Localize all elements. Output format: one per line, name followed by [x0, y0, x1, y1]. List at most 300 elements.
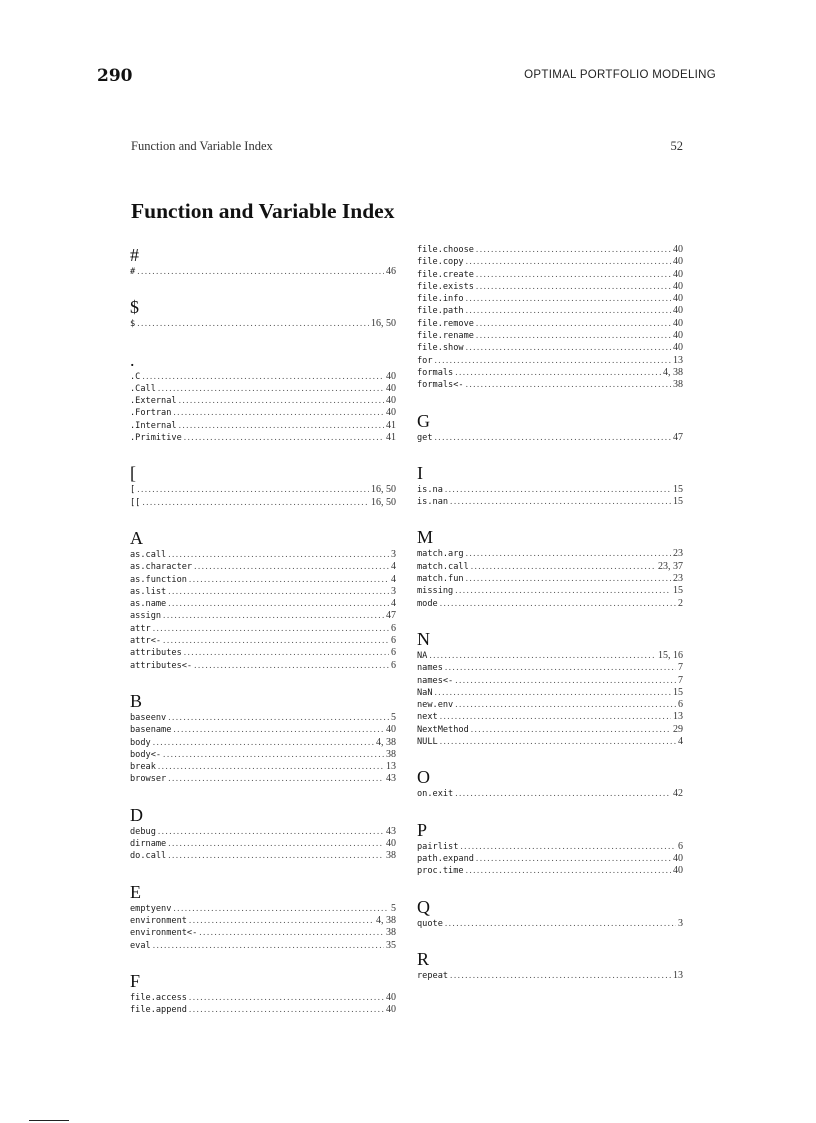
- entry-name: file.access: [130, 992, 187, 1003]
- entry-pages: 43: [386, 825, 396, 837]
- dot-leader: [137, 484, 369, 496]
- index-entry: [417, 650, 683, 662]
- entry-pages: 23: [673, 573, 683, 585]
- entry-name: file.path: [417, 306, 464, 317]
- index-entry: [130, 420, 396, 432]
- dot-leader: [137, 266, 384, 278]
- index-entry: [417, 970, 683, 982]
- index-entry: [130, 850, 396, 862]
- index-entry: [417, 573, 683, 585]
- entry-pages: 46: [386, 266, 396, 277]
- entry-pages: 5: [391, 711, 396, 723]
- entry-name: NULL: [417, 737, 438, 748]
- index-entry: [417, 293, 683, 305]
- dot-leader: [179, 420, 384, 432]
- entry-name: basename: [130, 725, 172, 736]
- dot-leader: [476, 269, 671, 281]
- entry-pages: 4: [391, 598, 396, 610]
- index-entry: [417, 496, 683, 508]
- index-entry: [130, 992, 396, 1004]
- dot-leader: [168, 549, 389, 561]
- entry-pages: 7: [678, 662, 683, 674]
- entry-pages: 23: [673, 548, 683, 560]
- entry-pages: 15, 16: [658, 649, 683, 661]
- index-entry: [417, 244, 683, 256]
- dot-leader: [189, 574, 389, 586]
- dot-leader: [440, 711, 671, 723]
- entry-name: [: [130, 485, 136, 496]
- entry-name: file.exists: [417, 281, 474, 292]
- entry-name: match.fun: [417, 574, 464, 585]
- index-entry: [130, 915, 396, 927]
- entry-pages: 47: [673, 431, 683, 443]
- dot-leader: [435, 687, 671, 699]
- entry-pages: 35: [386, 939, 396, 951]
- index-entry: [130, 561, 396, 573]
- index-entry: [130, 586, 396, 598]
- dot-leader: [455, 788, 671, 800]
- entry-pages: 6: [391, 622, 396, 634]
- entry-pages: 6: [391, 635, 396, 647]
- entry-name: $: [130, 319, 136, 330]
- dot-leader: [445, 484, 671, 496]
- index-entry: [417, 484, 683, 496]
- dot-leader: [184, 432, 384, 444]
- dot-leader: [168, 838, 384, 850]
- entry-pages: 23, 37: [658, 560, 683, 572]
- dot-leader: [189, 915, 374, 927]
- entry-name: formals: [417, 367, 454, 378]
- entry-pages: 6: [391, 647, 396, 659]
- entry-pages: 47: [386, 610, 396, 622]
- index-entry: [417, 699, 683, 711]
- entry-name: [[: [130, 497, 141, 508]
- entry-name: quote: [417, 918, 443, 929]
- dot-leader: [445, 918, 676, 930]
- entry-name: attributes: [130, 648, 182, 659]
- entry-name: proc.time: [417, 866, 464, 877]
- entry-pages: 41: [386, 419, 396, 431]
- index-letter-heading: #: [130, 245, 139, 265]
- entry-pages: 40: [386, 370, 396, 382]
- entry-pages: 6: [678, 840, 683, 852]
- entry-pages: 13: [673, 711, 683, 723]
- entry-pages: 7: [678, 674, 683, 686]
- entry-pages: 40: [386, 407, 396, 419]
- entry-pages: 40: [673, 305, 683, 317]
- book-title: OPTIMAL PORTFOLIO MODELING: [524, 69, 716, 81]
- dot-leader: [466, 342, 671, 354]
- index-title: Function and Variable Index: [131, 199, 395, 223]
- index-entry: [130, 635, 396, 647]
- index-letter-heading: .: [130, 349, 135, 370]
- dot-leader: [173, 724, 384, 736]
- dot-leader: [435, 432, 671, 444]
- entry-name: file.append: [130, 1005, 187, 1016]
- entry-pages: 42: [673, 788, 683, 800]
- entry-pages: 38: [673, 379, 683, 391]
- entry-name: #: [130, 267, 136, 277]
- inner-header-page: 52: [670, 139, 683, 153]
- entry-pages: 2: [678, 597, 683, 609]
- page-number: 290: [97, 66, 133, 86]
- index-letter-heading: B: [130, 690, 143, 711]
- index-entry: [130, 371, 396, 383]
- entry-name: NaN: [417, 687, 433, 698]
- index-entry: [417, 330, 683, 342]
- index-right-column: [417, 244, 683, 982]
- index-entry: [130, 484, 396, 496]
- entry-pages: 40: [386, 724, 396, 736]
- inner-page-header: [131, 139, 683, 155]
- index-entry: [417, 256, 683, 268]
- entry-name: new.env: [417, 700, 454, 711]
- index-letter-heading: N: [417, 628, 430, 649]
- index-left-column: [130, 244, 396, 1016]
- index-entry: [130, 623, 396, 635]
- entry-pages: 4, 38: [376, 736, 396, 748]
- index-letter-heading: M: [417, 527, 434, 548]
- entry-pages: 40: [673, 852, 683, 864]
- dot-leader: [158, 826, 384, 838]
- entry-name: get: [417, 432, 433, 443]
- entry-name: body<-: [130, 749, 162, 760]
- entry-name: match.call: [417, 561, 469, 572]
- dot-leader: [194, 660, 389, 672]
- dot-leader: [189, 992, 384, 1004]
- entry-name: .Call: [130, 383, 156, 394]
- entry-name: for: [417, 355, 433, 366]
- index-entry: [417, 355, 683, 367]
- dot-leader: [476, 853, 671, 865]
- entry-pages: 15: [673, 686, 683, 698]
- index-letter-heading: D: [130, 804, 143, 825]
- footer-rule: [29, 1120, 69, 1121]
- entry-pages: 40: [386, 395, 396, 407]
- index-entry: [130, 647, 396, 659]
- index-entry: [130, 749, 396, 761]
- dot-leader: [179, 395, 384, 407]
- index-entry: [130, 407, 396, 419]
- entry-pages: 15: [673, 496, 683, 508]
- index-letter-heading: Q: [417, 896, 430, 917]
- dot-leader: [466, 305, 671, 317]
- index-entry: [130, 266, 396, 278]
- dot-leader: [158, 383, 384, 395]
- dot-leader: [476, 330, 671, 342]
- dot-leader: [184, 647, 389, 659]
- entry-pages: 40: [673, 268, 683, 280]
- entry-pages: 6: [678, 699, 683, 711]
- index-entry: [130, 838, 396, 850]
- entry-name: .External: [130, 396, 177, 407]
- dot-leader: [455, 675, 676, 687]
- entry-name: is.na: [417, 484, 443, 495]
- index-entry: [417, 281, 683, 293]
- dot-leader: [429, 650, 656, 662]
- index-entry: [130, 773, 396, 785]
- entry-pages: 38: [386, 927, 396, 939]
- entry-pages: 40: [673, 317, 683, 329]
- entry-name: debug: [130, 826, 156, 837]
- index-entry: [417, 305, 683, 317]
- dot-leader: [460, 841, 676, 853]
- index-entry: [130, 383, 396, 395]
- entry-name: next: [417, 712, 438, 723]
- entry-pages: 40: [673, 865, 683, 877]
- entry-name: assign: [130, 611, 162, 622]
- entry-pages: 40: [673, 293, 683, 305]
- entry-pages: 29: [673, 723, 683, 735]
- entry-name: as.character: [130, 562, 193, 573]
- index-entry: [130, 660, 396, 672]
- entry-name: as.function: [130, 574, 187, 585]
- inner-header-title: Function and Variable Index: [131, 139, 273, 153]
- dot-leader: [142, 497, 369, 509]
- dot-leader: [168, 586, 389, 598]
- entry-name: pairlist: [417, 841, 459, 852]
- entry-pages: 40: [673, 256, 683, 268]
- entry-pages: 13: [673, 354, 683, 366]
- entry-name: baseenv: [130, 712, 167, 723]
- dot-leader: [168, 712, 389, 724]
- index-entry: [130, 940, 396, 952]
- dot-leader: [455, 699, 676, 711]
- entry-pages: 40: [673, 342, 683, 354]
- index-entry: [417, 918, 683, 930]
- index-entry: [417, 853, 683, 865]
- entry-name: mode: [417, 598, 438, 609]
- entry-name: names<-: [417, 675, 454, 686]
- entry-name: file.choose: [417, 245, 474, 255]
- entry-pages: 13: [386, 761, 396, 773]
- dot-leader: [435, 355, 671, 367]
- entry-name: match.arg: [417, 549, 464, 560]
- dot-leader: [142, 371, 384, 383]
- dot-leader: [163, 749, 384, 761]
- dot-leader: [466, 293, 671, 305]
- index-entry: [417, 269, 683, 281]
- index-entry: [417, 711, 683, 723]
- entry-name: as.list: [130, 586, 167, 597]
- dot-leader: [153, 940, 384, 952]
- entry-pages: 3: [678, 917, 683, 929]
- entry-pages: 16, 50: [371, 484, 396, 496]
- dot-leader: [168, 598, 389, 610]
- entry-pages: 38: [386, 748, 396, 760]
- index-entry: [130, 724, 396, 736]
- index-entry: [130, 610, 396, 622]
- dot-leader: [137, 318, 369, 330]
- running-head: [97, 66, 716, 86]
- entry-pages: 3: [391, 585, 396, 597]
- index-entry: [417, 662, 683, 674]
- entry-name: browser: [130, 774, 167, 785]
- index-letter-heading: I: [417, 462, 423, 483]
- entry-pages: 4: [391, 573, 396, 585]
- index-entry: [130, 318, 396, 330]
- index-entry: [130, 761, 396, 773]
- entry-name: .Primitive: [130, 433, 182, 444]
- dot-leader: [168, 850, 384, 862]
- dot-leader: [158, 761, 384, 773]
- index-entry: [130, 497, 396, 509]
- dot-leader: [163, 610, 384, 622]
- dot-leader: [466, 379, 671, 391]
- index-letter-heading: [: [130, 463, 136, 484]
- entry-name: break: [130, 762, 156, 773]
- entry-name: formals<-: [417, 380, 464, 391]
- entry-pages: 3: [391, 548, 396, 560]
- index-entry: [417, 841, 683, 853]
- dot-leader: [440, 736, 676, 748]
- entry-name: on.exit: [417, 789, 454, 800]
- index-entry: [130, 927, 396, 939]
- dot-leader: [189, 1004, 384, 1016]
- entry-name: eval: [130, 940, 151, 951]
- dot-leader: [466, 548, 671, 560]
- index-entry: [417, 379, 683, 391]
- entry-name: is.nan: [417, 497, 449, 508]
- entry-pages: 40: [673, 330, 683, 342]
- index-entry: [417, 687, 683, 699]
- entry-name: body: [130, 737, 151, 748]
- entry-pages: 4: [391, 561, 396, 573]
- dot-leader: [440, 598, 676, 610]
- entry-name: file.info: [417, 294, 464, 305]
- dot-leader: [471, 724, 671, 736]
- entry-pages: 5: [391, 902, 396, 914]
- entry-name: as.call: [130, 549, 167, 560]
- dot-leader: [471, 561, 656, 573]
- index-entry: [130, 903, 396, 915]
- dot-leader: [163, 635, 389, 647]
- entry-name: attr<-: [130, 636, 162, 647]
- entry-pages: 40: [386, 382, 396, 394]
- index-entry: [130, 712, 396, 724]
- index-entry: [417, 865, 683, 877]
- index-entry: [417, 548, 683, 560]
- dot-leader: [173, 903, 389, 915]
- entry-name: attributes<-: [130, 660, 193, 671]
- index-letter-heading: P: [417, 819, 428, 840]
- index-entry: [130, 432, 396, 444]
- entry-name: .C: [130, 371, 141, 382]
- index-letter-heading: O: [417, 767, 430, 788]
- dot-leader: [153, 623, 389, 635]
- dot-leader: [153, 737, 374, 749]
- dot-leader: [194, 561, 389, 573]
- entry-name: NA: [417, 650, 428, 661]
- dot-leader: [466, 573, 671, 585]
- index-entry: [130, 598, 396, 610]
- entry-name: NextMethod: [417, 724, 469, 735]
- entry-pages: 40: [386, 838, 396, 850]
- dot-leader: [476, 244, 671, 256]
- index-letter-heading: A: [130, 527, 143, 548]
- index-entry: [417, 724, 683, 736]
- index-entry: [417, 561, 683, 573]
- dot-leader: [476, 281, 671, 293]
- index-entry: [417, 585, 683, 597]
- entry-pages: 43: [386, 773, 396, 785]
- dot-leader: [199, 927, 384, 939]
- dot-leader: [466, 865, 671, 877]
- entry-name: file.show: [417, 343, 464, 354]
- entry-pages: 4: [678, 736, 683, 748]
- entry-pages: 16, 50: [371, 318, 396, 330]
- index-entry: [417, 598, 683, 610]
- entry-pages: 41: [386, 432, 396, 444]
- index-entry: [130, 395, 396, 407]
- dot-leader: [445, 662, 676, 674]
- index-letter-heading: E: [130, 881, 141, 902]
- dot-leader: [455, 367, 661, 379]
- index-letter-heading: $: [130, 297, 139, 318]
- index-entry: [417, 432, 683, 444]
- index-entry: [130, 1004, 396, 1016]
- index-entry: [130, 737, 396, 749]
- entry-name: environment: [130, 915, 187, 926]
- entry-name: .Fortran: [130, 408, 172, 419]
- index-entry: [417, 675, 683, 687]
- dot-leader: [173, 407, 384, 419]
- dot-leader: [168, 773, 384, 785]
- entry-pages: 38: [386, 850, 396, 862]
- dot-leader: [450, 496, 671, 508]
- entry-name: path.expand: [417, 853, 474, 864]
- index-entry: [130, 574, 396, 586]
- entry-name: file.rename: [417, 331, 474, 342]
- index-entry: [130, 826, 396, 838]
- entry-pages: 40: [386, 991, 396, 1003]
- index-entry: [417, 367, 683, 379]
- entry-name: missing: [417, 586, 454, 597]
- entry-name: emptyenv: [130, 903, 172, 914]
- entry-pages: 40: [673, 280, 683, 292]
- dot-leader: [466, 256, 671, 268]
- dot-leader: [476, 318, 671, 330]
- entry-name: file.copy: [417, 257, 464, 268]
- index-letter-heading: G: [417, 410, 430, 431]
- entry-pages: 6: [391, 659, 396, 671]
- entry-name: as.name: [130, 599, 167, 610]
- entry-pages: 4, 38: [376, 914, 396, 926]
- index-entry: [417, 788, 683, 800]
- index-entry: [130, 549, 396, 561]
- entry-name: names: [417, 663, 443, 674]
- entry-name: attr: [130, 623, 151, 634]
- entry-pages: 40: [386, 1004, 396, 1016]
- entry-name: repeat: [417, 970, 449, 981]
- entry-pages: 15: [673, 585, 683, 597]
- entry-pages: 16, 50: [371, 496, 396, 508]
- entry-pages: 4, 38: [663, 366, 683, 378]
- dot-leader: [450, 970, 671, 982]
- entry-pages: 40: [673, 244, 683, 255]
- entry-name: file.remove: [417, 318, 474, 329]
- entry-name: file.create: [417, 269, 474, 280]
- index-entry: [417, 736, 683, 748]
- index-entry: [417, 342, 683, 354]
- index-letter-heading: F: [130, 970, 141, 991]
- index-entry: [417, 318, 683, 330]
- entry-pages: 15: [673, 483, 683, 495]
- entry-name: environment<-: [130, 928, 198, 939]
- index-letter-heading: R: [417, 948, 430, 969]
- entry-name: dirname: [130, 839, 167, 850]
- entry-name: do.call: [130, 851, 167, 862]
